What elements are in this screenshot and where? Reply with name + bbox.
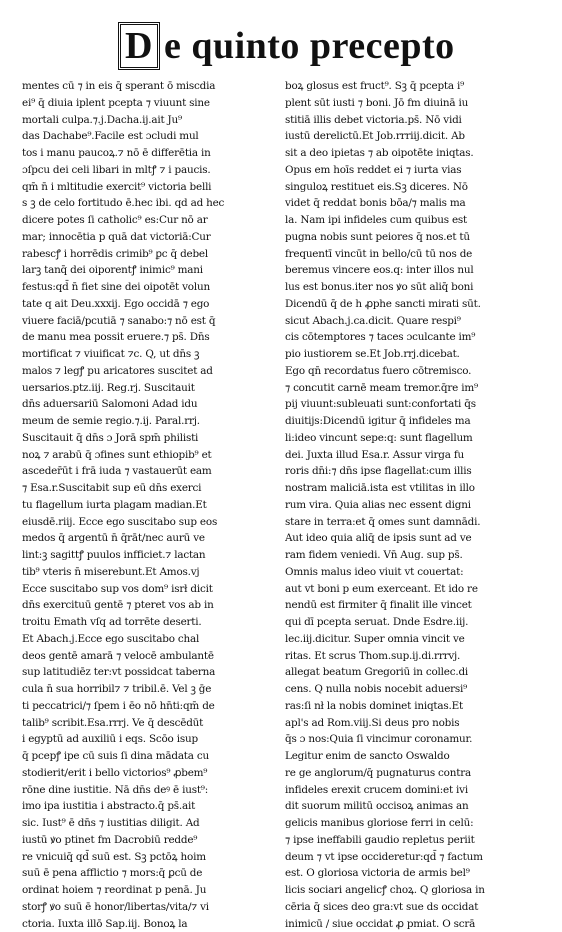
text-line: Legitur enim de sancto Oswaldo bbox=[285, 748, 547, 765]
text-line: videt q̄ reddat bonis bōa/⁊ malis ma bbox=[285, 195, 547, 212]
text-line: li:ideo vincunt sepe:q: sunt flagellum bbox=[285, 430, 547, 447]
text-line: dei. Juxta illud Esa.r. Assur virga fu bbox=[285, 447, 547, 464]
text-line: talib⁹ scribit.Esa.rrrj. Ve q̄ descēdūt bbox=[22, 715, 280, 732]
text-line: ras:ſi nł la nobis dominet iniqtas.Et bbox=[285, 698, 547, 715]
text-line: larꝫ tanq̄ dei oiporentꝭ inimic⁹ mani bbox=[22, 262, 280, 279]
text-line: stare in terra:et q̄ omes sunt damnādi. bbox=[285, 514, 547, 531]
text-line: lec.iij.dicitur. Super omnia vincit ve bbox=[285, 631, 547, 648]
text-line: iustū derelictū.Et Job.rrriij.dicit. Ab bbox=[285, 128, 547, 145]
text-line: sit a deo ipietas ⁊ ab oipotēte iniqtas. bbox=[285, 145, 547, 162]
text-line: medos q̄ argentū n̄ q̄rāt/nec aurū ve bbox=[22, 530, 280, 547]
text-line: est. O gloriosa victoria de armis bel⁹ bbox=[285, 865, 547, 882]
text-line: tib⁹ vteris n̄ miserebunt.Et Amos.vj bbox=[22, 564, 280, 581]
text-line: suū ē pena afflictio ⁊ mors:q̄ ꝑcū de bbox=[22, 865, 280, 882]
text-line: tu flagellum iurta plagam madian.Et bbox=[22, 497, 280, 514]
text-line: dn̄s aduersariū Salomoni Adad idu bbox=[22, 396, 280, 413]
text-line: Et Abach.j.Ecce ego suscitabo chal bbox=[22, 631, 280, 648]
text-line: sicut Abach.j.ca.dicit. Quare respi⁹ bbox=[285, 313, 547, 330]
text-line: rōne dine iustitie. Nā dn̄s deꝰ ē iust⁹: bbox=[22, 782, 280, 799]
text-line: deos gentē amarā ⁊ velocē ambulantē bbox=[22, 648, 280, 665]
text-line: Omnis malus ideo viuit vt couertat: bbox=[285, 564, 547, 581]
text-line: aut vt boni p eum exerceant. Et ido re bbox=[285, 581, 547, 598]
text-line: Opus em hoīs reddet ei ⁊ iurta vias bbox=[285, 162, 547, 179]
heading-text: e quinto precepto bbox=[164, 25, 455, 67]
text-line: imo ipa iustitia i abstracto.q̄ ps̄.ait bbox=[22, 798, 280, 815]
text-line: tos i manu paucoꝝ.⁊ nō ē differētia in bbox=[22, 145, 280, 162]
text-line: Ego qn̄ recordatus fuero cōtremisco. bbox=[285, 363, 547, 380]
text-line: Aut ideo quia aliq̄ de ipsis sunt ad ve bbox=[285, 530, 547, 547]
text-line: beremus vincere eos.q: inter illos nul bbox=[285, 262, 547, 279]
text-line: mortali culpa.⁊.j.Dacha.ij.ait Ju⁹ bbox=[22, 112, 280, 129]
text-line: dn̄s exercituū gentē ⁊ pteret vos ab in bbox=[22, 597, 280, 614]
text-line: cula n̄ sua horribil⁊ ⁊ tribil.ē. Vel ꝫ ḡe bbox=[22, 681, 280, 698]
text-line: ei⁹ q̄ diuia iplent pcepta ⁊ viuunt sine bbox=[22, 95, 280, 112]
text-line: ⁊ ipse ineffabili gaudio repletus periit bbox=[285, 832, 547, 849]
text-line: ctoria. Iuxta illō Sap.iij. Bonoꝝ la bbox=[22, 916, 280, 932]
text-line: tate q ait Deu.xxxij. Ego occidā ⁊ ego bbox=[22, 296, 280, 313]
text-line: sic. Iust⁹ ē dn̄s ⁊ iustitias diligit. Ad bbox=[22, 815, 280, 832]
text-line: gelicis manibus gloriose ferri in celū: bbox=[285, 815, 547, 832]
text-line: Ecce suscitabo sup vos dom⁹ isrł dicit bbox=[22, 581, 280, 598]
text-line: qm̄ n̄ i mltitudie exercit⁹ victoria belli bbox=[22, 179, 280, 196]
text-line: rabescꝭ i horrēdis crimib⁹ ꝑc q̄ debel bbox=[22, 246, 280, 263]
text-line: malos ⁊ legꝭ pu aricatores suscitet ad bbox=[22, 363, 280, 380]
text-line: storꝭ ꝟo suū ē honor/libertas/vita/⁊ vi bbox=[22, 899, 280, 916]
right-text-column bbox=[285, 78, 547, 932]
text-line: dicere potes ſi catholic⁹ es:Cur nō ar bbox=[22, 212, 280, 229]
text-line: iustū ꝟo ptinet fm Dacrobiū redde⁹ bbox=[22, 832, 280, 849]
text-line: cis cōtemptores ⁊ taces ɔculcante im⁹ bbox=[285, 329, 547, 346]
text-line: Suscitauit q̄ dn̄s ɔ Jorā spm̄ philisti bbox=[22, 430, 280, 447]
text-line: inimicū / siue occidat ꝓ pmiat. O scrā bbox=[285, 916, 547, 932]
text-line: Dicendū q̄ de h ꝓphe sancti mirati sūt. bbox=[285, 296, 547, 313]
text-line: q̄ pcepꝭ ipe cū suis ſi dina mādata cu bbox=[22, 748, 280, 765]
text-line: singuloꝝ restituet eis.Sꝫ diceres. Nō bbox=[285, 179, 547, 196]
left-text-column bbox=[22, 78, 280, 932]
text-line: qui dī pcepta seruat. Dnde Esdre.iij. bbox=[285, 614, 547, 631]
text-line: re ge anglorum/q̄ pugnaturus contra bbox=[285, 765, 547, 782]
text-line: re vnicuiq̄ qd̄ suū est. Sꝫ pctōꝝ hoim bbox=[22, 849, 280, 866]
text-line: boꝝ glosus est fruct⁹. Sꝫ q̄ pcepta i⁹ bbox=[285, 78, 547, 95]
text-line: stitiā illis debet victoria.ps̄. Nō vidi bbox=[285, 112, 547, 129]
text-line: rum vira. Quia alias nec essent digni bbox=[285, 497, 547, 514]
text-line: plent sūt iusti ⁊ boni. Jō fm diuinā iu bbox=[285, 95, 547, 112]
text-line: diuitijs:Dicendū igitur q̄ infideles ma bbox=[285, 413, 547, 430]
text-line: das Dachabe⁹.Facile est ɔcludi mul bbox=[22, 128, 280, 145]
text-line: ram fidem veniedi. Vn̄ Aug. sup ps̄. bbox=[285, 547, 547, 564]
text-line: mortificat ⁊ viuificat ⁊c. Q, ut dn̄s ꝫ bbox=[22, 346, 280, 363]
text-line: cens. Q nulla nobis nocebit aduersi⁹ bbox=[285, 681, 547, 698]
text-line: viuere faciā/pcutiā ⁊ sanabo:⁊ nō est q̄ bbox=[22, 313, 280, 330]
text-line: eiusdē.riij. Ecce ego suscitabo sup eos bbox=[22, 514, 280, 531]
text-line: nostram maliciā.ista est vtilitas in illo bbox=[285, 480, 547, 497]
text-line: mentes cū ⁊ in eis q̄ sperant ō miscdia bbox=[22, 78, 280, 95]
text-line: ⁊ concutit carnē meam tremor.q̄re im⁹ bbox=[285, 380, 547, 397]
text-line: nendū est firmiter q̄ finalit ille vincet bbox=[285, 597, 547, 614]
text-line: ordinat hoiem ⁊ reordinat p penā. Ju bbox=[22, 882, 280, 899]
text-line: asceder̄ūt i frā iuda ⁊ vastauerūt eam bbox=[22, 463, 280, 480]
text-line: infideles erexit crucem domini:et ivi bbox=[285, 782, 547, 799]
text-line: meum de semie regio.⁊.ij. Paral.rrj. bbox=[22, 413, 280, 430]
text-line: allegat beatum Gregoriū in collec.di bbox=[285, 664, 547, 681]
text-line: lint:ꝫ sagittꝭ puulos infficiet.⁊ lactan bbox=[22, 547, 280, 564]
text-line: frequentī vincūt in bello/cū tū nos de bbox=[285, 246, 547, 263]
text-line: deum ⁊ vt ipse occideretur:qd̄ ⁊ factum bbox=[285, 849, 547, 866]
text-line: ⁊ Esa.r.Suscitabit sup eū dn̄s exerci bbox=[22, 480, 280, 497]
text-line: troitu Emath vſq ad torrēte deserti. bbox=[22, 614, 280, 631]
text-line: lus est bonus.iter nos ꝟo sūt aliq̄ boni bbox=[285, 279, 547, 296]
text-line: apl's ad Rom.viij.Si deus pro nobis bbox=[285, 715, 547, 732]
text-line: ti peccatrici/⁊ ſpem i ēo nō hn̄ti:qm̄ de bbox=[22, 698, 280, 715]
text-line: licis sociari angelicꝭ choꝝ. Q gloriosa in bbox=[285, 882, 547, 899]
text-line: festus:qd̄ n̄ fiet sine dei oipotēt volun bbox=[22, 279, 280, 296]
text-line: pio iustiorem se.Et Job.rrj.dicebat. bbox=[285, 346, 547, 363]
text-line: roris dn̄i:⁊ dn̄s ipse flagellat:cum illis bbox=[285, 463, 547, 480]
decorated-initial: D bbox=[118, 22, 160, 70]
text-line: noꝝ ⁊ arabū q̄ ɔfines sunt ethiopib⁹ et bbox=[22, 447, 280, 464]
text-line: pij viuunt:subleuati sunt:confortati q̄s bbox=[285, 396, 547, 413]
text-line: i egyptū ad auxiliū i eqs. Scōo isup bbox=[22, 731, 280, 748]
text-line: uersarios.ptz.iij. Reg.rj. Suscitauit bbox=[22, 380, 280, 397]
text-line: dit suorum militū occisoꝝ animas an bbox=[285, 798, 547, 815]
text-line: q̄s ɔ nos:Quia ſi vincimur coronamur. bbox=[285, 731, 547, 748]
page-heading bbox=[118, 18, 428, 74]
text-line: la. Nam ipi infideles cum quibus est bbox=[285, 212, 547, 229]
text-line: stodierit/erit i bello victorios⁹ ꝓbem⁹ bbox=[22, 765, 280, 782]
text-line: de manu mea possit eruere.⁊ ps̄. Dn̄s bbox=[22, 329, 280, 346]
text-line: ritas. Et scrus Thom.sup.ij.di.rrrvj. bbox=[285, 648, 547, 665]
text-line: s ꝫ de celo fortitudo ē.hec ibi. qd ad hec bbox=[22, 195, 280, 212]
text-line: ɔſpcu dei celi libari in mltꝭ ⁊ i paucis. bbox=[22, 162, 280, 179]
text-line: sup latitudiēz ter:vt possidcat taberna bbox=[22, 664, 280, 681]
text-line: cēria q̄ sices deo gra:vt sue ds occidat bbox=[285, 899, 547, 916]
text-line: pugna nobis sunt peiores q̄ nos.et tū bbox=[285, 229, 547, 246]
text-line: mar; innocētia p quā dat victoriā:Cur bbox=[22, 229, 280, 246]
